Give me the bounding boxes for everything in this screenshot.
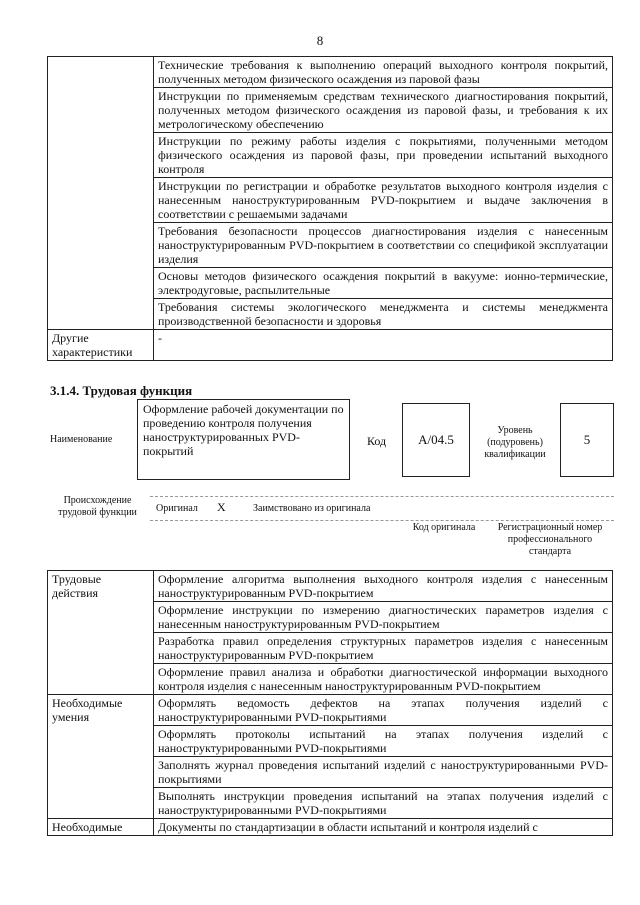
row-label: Необходимые xyxy=(48,819,154,836)
row-text: Требования системы экологического менеджмента и системы менеджмента производственной безопасности и здоровья xyxy=(154,299,613,330)
code-original-label: Код оригинала xyxy=(412,522,476,533)
name-label: Наименование xyxy=(50,434,113,445)
row-text: Инструкции по режиму работы изделия с покрытиями, полученными методом физического осаждения из паровой фазы, при проведении испытаний выходного контроля xyxy=(154,133,613,178)
row-text: Разработка правил определения структурных параметров изделия с нанесенным наноструктурированным PVD-покрытием xyxy=(154,633,613,664)
origin-top-line xyxy=(150,496,614,497)
reg-number-label: Регистрационный номер профессионального стандарта xyxy=(497,522,603,557)
origin-borrowed: Заимствовано из оригинала xyxy=(253,503,371,514)
table-row xyxy=(48,571,613,602)
row-label xyxy=(48,57,154,330)
row-text: Оформлять ведомость дефектов на этапах получения изделий с наноструктурированными PVD-покрытиями xyxy=(154,695,613,726)
code-value: А/04.5 xyxy=(418,432,454,447)
knowledge-table-continued xyxy=(47,56,613,361)
labor-actions-table xyxy=(47,570,613,836)
origin-mark: X xyxy=(217,500,226,514)
section-title: 3.1.4. Трудовая функция xyxy=(50,383,193,398)
origin-label: Происхождение трудовой функции xyxy=(58,495,137,518)
level-value: 5 xyxy=(583,432,591,447)
page-number: 8 xyxy=(316,33,324,48)
row-text: Основы методов физического осаждения покрытий в вакууме: ионно-термические, электродуговые, распылительные xyxy=(154,268,613,299)
level-box xyxy=(560,403,614,477)
table-row xyxy=(48,330,613,361)
row-text: Оформление алгоритма выполнения выходного контроля изделия с нанесенным наноструктурированным PVD-покрытием xyxy=(154,571,613,602)
table-row xyxy=(48,819,613,836)
level-label: Уровень (подуровень) квалификации xyxy=(484,425,546,460)
table-row xyxy=(48,57,613,88)
row-text: Оформление инструкции по измерению диагностических параметров изделия с нанесенным наноструктурированным PVD-покрытием xyxy=(154,602,613,633)
row-text: - xyxy=(154,330,613,361)
row-label: Необходимые умения xyxy=(48,695,154,819)
row-text: Требования безопасности процессов диагностирования изделия с нанесенным наноструктурированным PVD-покрытием в соответствии со спецификой эксплуатации изделия xyxy=(154,223,613,268)
row-label: Трудовые действия xyxy=(48,571,154,695)
row-text: Заполнять журнал проведения испытаний изделий с наноструктурированными PVD-покрытиями xyxy=(154,757,613,788)
row-text: Оформление правил анализа и обработки диагностической информации выходного контроля изделия с нанесенным наноструктурированным PVD-покрытием xyxy=(154,664,613,695)
row-text: Оформлять протоколы испытаний на этапах получения изделий с наноструктурированными PVD-покрытиями xyxy=(154,726,613,757)
table-row xyxy=(48,695,613,726)
origin-original: Оригинал xyxy=(156,503,198,514)
origin-bottom-line xyxy=(150,520,614,521)
function-name-box xyxy=(137,399,350,480)
row-label: Другие характеристики xyxy=(48,330,154,361)
row-text: Инструкции по применяемым средствам технического диагностирования покрытий, полученных методом физического осаждения из паровой фазы, и требования к их метрологическому обеспечению xyxy=(154,88,613,133)
code-label: Код xyxy=(367,434,387,448)
row-text: Выполнять инструкции проведения испытаний на этапах получения изделий с наноструктурированными PVD-покрытиями xyxy=(154,788,613,819)
row-text: Инструкции по регистрации и обработке результатов выходного контроля изделия с нанесенным наноструктурированным PVD-покрытием и выдаче заключения в соответствии с решаемыми задачами xyxy=(154,178,613,223)
row-text: Документы по стандартизации в области испытаний и контроля изделий с xyxy=(154,819,613,836)
code-box xyxy=(402,403,470,477)
function-name: Оформление рабочей документации по проведению контроля получения наноструктурированных PVD-покрытий xyxy=(143,402,344,458)
row-text: Технические требования к выполнению операций выходного контроля покрытий, полученных методом физического осаждения из паровой фазы xyxy=(154,57,613,88)
